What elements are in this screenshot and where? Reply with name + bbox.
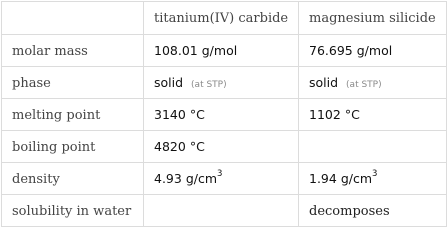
value-number: 4.93 <box>154 170 182 186</box>
value-number: 1102 <box>309 106 341 122</box>
table-row-boiling-point <box>2 131 447 163</box>
value-unit: g/mol <box>356 42 393 58</box>
header-empty-cell <box>2 2 144 35</box>
value-text: solid <box>154 74 184 90</box>
value-cell-empty <box>144 195 299 227</box>
value-cell <box>299 163 447 195</box>
value-number: 108.01 <box>154 42 198 58</box>
value-cell <box>299 99 447 131</box>
value-number: 76.695 <box>309 42 353 58</box>
value-note: (at STP) <box>191 79 227 90</box>
row-label-cell <box>2 67 144 99</box>
header-magnesium-silicide <box>299 2 447 35</box>
table-header-row <box>2 2 447 35</box>
value-text: solid <box>309 74 339 90</box>
row-label-cell <box>2 195 144 227</box>
row-label: density <box>12 171 60 187</box>
properties-table <box>1 1 447 227</box>
value-text: decomposes <box>309 203 390 219</box>
compound-name: magnesium silicide <box>309 11 436 26</box>
row-label-cell <box>2 99 144 131</box>
unit-base: g/cm <box>340 170 373 186</box>
value-cell <box>144 35 299 67</box>
value-number: 4820 <box>154 138 186 154</box>
value-cell <box>144 163 299 195</box>
value-cell <box>299 195 447 227</box>
table-row-phase <box>2 67 447 99</box>
value-cell <box>299 67 447 99</box>
row-label: solubility in water <box>12 203 132 219</box>
value-unit: °C <box>189 106 205 122</box>
value-cell <box>144 99 299 131</box>
row-label-cell <box>2 35 144 67</box>
value-unit: °C <box>344 106 360 122</box>
unit-exponent: 3 <box>372 169 378 180</box>
value-cell-empty <box>299 131 447 163</box>
value-number: 1.94 <box>309 170 337 186</box>
row-label-cell <box>2 131 144 163</box>
value-unit <box>341 171 378 186</box>
value-cell <box>144 131 299 163</box>
value-unit: °C <box>189 138 205 154</box>
table-row-molar-mass <box>2 35 447 67</box>
unit-base: g/cm <box>185 170 218 186</box>
value-unit: g/mol <box>201 42 238 58</box>
value-cell <box>144 67 299 99</box>
table-row-melting-point <box>2 99 447 131</box>
value-note: (at STP) <box>346 79 382 90</box>
table-row-density <box>2 163 447 195</box>
row-label-cell <box>2 163 144 195</box>
compound-name: titanium(IV) carbide <box>154 11 289 26</box>
value-unit <box>186 171 223 186</box>
row-label: phase <box>12 75 51 91</box>
value-number: 3140 <box>154 106 186 122</box>
row-label: boiling point <box>12 139 96 155</box>
row-label: melting point <box>12 107 101 123</box>
unit-exponent: 3 <box>217 169 223 180</box>
row-label: molar mass <box>12 43 88 59</box>
header-titanium-carbide <box>144 2 299 35</box>
table-row-solubility <box>2 195 447 227</box>
value-cell <box>299 35 447 67</box>
